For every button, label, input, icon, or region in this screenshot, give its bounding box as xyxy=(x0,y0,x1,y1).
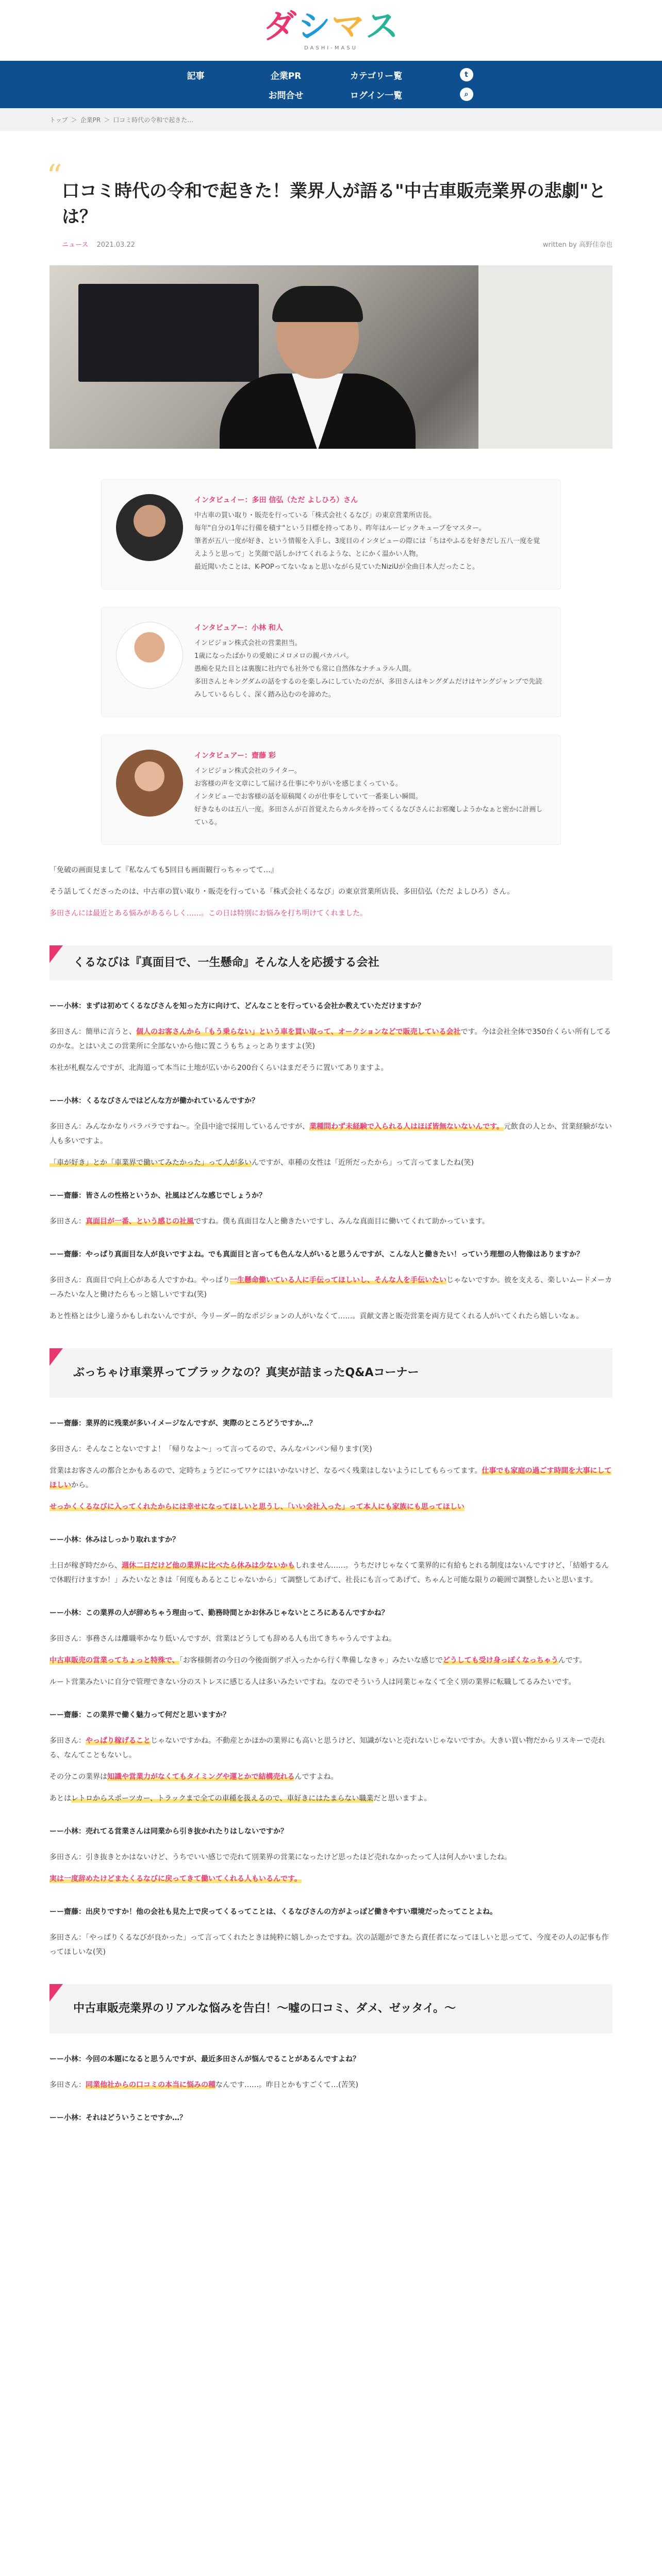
question: ーー齋藤：業界的に残業が多いイメージなんですが、実際のところどうですか…？ xyxy=(49,1419,317,1428)
answer: 営業はお客さんの都合とかもあるので、定時ちょうどにってワケにはいかないけど、なるべく残業はしないようにしてもらってます。仕事でも家庭の過ごす時間を大事にしてほしいから。 xyxy=(49,1467,612,1489)
logo-char-1: ダ xyxy=(263,7,296,46)
breadcrumb xyxy=(0,108,662,131)
profile-card xyxy=(102,607,560,717)
profile-line: 好きなものは五八一度。多田さんが百首覚えたらカルタを持ってくるなびさんにお邪魔しようかなぁと密かに計画している。 xyxy=(194,806,543,826)
article xyxy=(46,158,613,2125)
hero-tv xyxy=(78,284,259,382)
answer: 多田さん：そんなことないですよ！「帰りなよ～」って言ってるので、みんなパンパン帰ります(笑) xyxy=(49,1445,372,1453)
article-author: written by 高野佳奈也 xyxy=(542,241,613,249)
profile-name: インタビュイー：多田 信弘（ただ よしひろ）さん xyxy=(194,496,358,504)
twitter-icon[interactable]: t xyxy=(460,68,473,81)
profile-line: 毎年"自分の1年に行備を積す"という目標を持ってあり、昨年はルービックキューブをマスター。 xyxy=(194,524,486,532)
article-date: 2021.03.22 xyxy=(96,241,135,249)
answer: 多田さん：真面目が一番、という感じの社風ですね。僕も真面目な人と働きたいですし、みんな真面目に働いてくれて助かっています。 xyxy=(49,1217,489,1226)
section-heading: くるなびは『真面目で、一生懸命』そんな人を応援する会社 xyxy=(49,945,613,980)
main-nav xyxy=(0,61,662,108)
profile-line: 愚痴を見た目とは裏腹に社内でも社外でも常に自然体なナチュラル人間。 xyxy=(194,665,416,673)
section-heading: ぶっちゃけ車業界ってブラックなの？真実が詰まったQ&Aコーナー xyxy=(49,1348,613,1398)
answer: 多田さん：事務さんは離職率かなり低いんですが、営業はどうしても辞める人も出てきちゃうんですよね。 xyxy=(49,1635,396,1643)
hero-hair xyxy=(272,286,363,322)
profile-line: お客様の声を文章にして届ける仕事にやりがいを感じまくっている。 xyxy=(194,780,402,788)
answer: 多田さん：やっぱり稼げることじゃないですかね。不動産とかほかの業界にも高いと思うけど、知識がないと売れないじゃないですか。大きい買い物だからリスキーで売れる、なんてこともないし。 xyxy=(49,1737,605,1759)
answer: ルート営業みたいに自分で管理できない分のストレスに感じる人は多いみたいですね。なのでそういう人は同業じゃなくて全く別の業界に転職してるみたいです。 xyxy=(49,1678,576,1686)
answer: 中古車販売の営業ってちょっと特殊で、「お客様側者の今日の今後面倒アポ入ったから行く準備しなきゃ」みたいな感じでどうしても受け身っぽくなっちゃうんです。 xyxy=(49,1656,587,1665)
answer: 多田さん：簡単に言うと、個人のお客さんから「もう乗らない」という車を買い取って、オークションなどで販売している会社です。今は会社全体で350台くらい所有してるのかな。とはいえこの営業所に全部ないから他に置こうもちょっとありますよ(笑) xyxy=(49,1028,611,1050)
profile-card xyxy=(102,735,560,844)
intro-paragraph: 「免破の画面見まして『私なんても5回目も画面観行っちゃってて…』 xyxy=(49,866,278,874)
profile-line: インタビューでお客様の話を原稿聞くのが仕事をしていて一番楽しい瞬間。 xyxy=(194,793,422,801)
question: ーー齋藤：この業界で働く魅力って何だと思いますか？ xyxy=(49,1711,230,1719)
profiles xyxy=(102,480,560,844)
breadcrumb-company-pr[interactable]: 企業PR xyxy=(80,116,101,124)
intro-paragraph: 多田さんには最近とある悩みがあるらしく……。この日は特別にお悩みを打ち明けてくれました。 xyxy=(49,909,367,918)
answer: 土日が稼ぎ時だから、週休二日だけど他の業界に比べたら休みは少ないかもしれません……。うちだけじゃなくて業界的に有給もとれる制度はないんですけど、「結婚するんで休暇行けますか！」みたいなときは「何度もあるとこじゃないから」て調整してあげて、社長にも言ってあげて、ちゃんと可能な限りの範囲で調整したいと思います。 xyxy=(49,1562,609,1584)
site-header xyxy=(0,0,662,131)
section-heading: 中古車販売業界のリアルな悩みを告白！〜嘘の口コミ、ダメ、ゼッタイ。〜 xyxy=(49,1984,613,2033)
logo-char-3: マ xyxy=(332,7,365,46)
logo-subtitle: DASHI-MASU xyxy=(304,45,358,51)
article-meta xyxy=(62,239,613,249)
answer: その分この業界は知識や営業力がなくてもタイミングや運とかで結構売れるんですよね。 xyxy=(49,1773,338,1781)
profile-line: インビジョン株式会社のライター。 xyxy=(194,767,301,775)
answer: 多田さん：真面目で向上心がある人ですかね。やっぱり一生懸命働いている人に手伝ってほしいし、そんな人を手伝いたいじゃないですか。彼を支える、楽しいムードメーカーみたいな人と働けたらもっと嬉しいですね(笑) xyxy=(49,1276,612,1299)
question: ーー小林：今回の本題になると思うんですが、最近多田さんが悩んでることがあるんですよね？ xyxy=(49,2055,360,2063)
avatar xyxy=(116,622,183,689)
nav-company-pr[interactable]: 企業PR xyxy=(270,71,302,81)
breadcrumb-separator: ＞ xyxy=(104,116,110,124)
answer: 「車が好き」とか「車業界で働いてみたかった」って人が多いんですが、車種の女性は「近所だったから」って言ってましたね(笑) xyxy=(49,1159,474,1167)
question: ーー齋藤：やっぱり真面目な人が良いですよね。でも真面目と言っても色んな人がいると思うんですが、こんな人と働きたい！っていう理想の人物像はありますか？ xyxy=(49,1250,584,1259)
answer: せっかくくるなびに入ってくれたからには幸せになってほしいと思うし、「いい会社入った」って本人にも家族にも思ってほしい xyxy=(49,1503,465,1511)
logo-char-4: ス xyxy=(366,7,399,46)
article-body xyxy=(49,863,613,2125)
answer: 実は一度辞めたけどまたくるなびに戻ってきて働いてくれる人もいるんです。 xyxy=(49,1875,302,1883)
question: ーー小林：この業界の人が辞めちゃう理由って、勤務時間とかお休みじゃないところにあるんですかね？ xyxy=(49,1609,389,1617)
avatar xyxy=(116,750,183,817)
nav-categories[interactable]: カテゴリー覧 xyxy=(350,71,403,81)
answer: 多田さん：「やっぱりくるなびが良かった」って言ってくれたときは純粋に嬉しかったですね。次の話題ができたら責任者になってほしいと思ってて、今度その人の記事も作ってほしいな(笑) xyxy=(49,1934,609,1956)
nav-articles[interactable]: 記事 xyxy=(187,71,205,81)
question: ーー小林：くるなびさんではどんな方が働かれているんですか？ xyxy=(49,1097,259,1105)
breadcrumb-home[interactable]: トップ xyxy=(49,116,68,124)
answer: 多田さん：引き抜きとかはないけど、うちでいい感じで売れて別業界の営業になったけど思ったほど売れなかったって人は何人かいましたね。 xyxy=(49,1853,511,1861)
answer: 多田さん：みんなかなりバラバラですね～。全員中途で採用しているんですが、業種問わず未経験で入られる人はほぼ皆無ないないんです。元飲食の人とか、営業経験がない人も多いですよ。 xyxy=(49,1123,612,1145)
question: ーー小林：休みはしっかり取れますか？ xyxy=(49,1536,179,1544)
intro-paragraph: そう話してくださったのは、中古車の買い取り・販売を行っている「株式会社くるなび」の東京営業所店長、多田信弘（ただ よしひろ）さん。 xyxy=(49,888,515,896)
profile-name: インタビュアー：齋藤 彩 xyxy=(194,752,276,760)
profile-line: 1歳になったばかりの愛娘にメロメロの親バカパパ。 xyxy=(194,652,353,660)
question: ーー齋藤：皆さんの性格というか、社風はどんな感じでしょうか？ xyxy=(49,1192,266,1200)
breadcrumb-current: 口コミ時代の令和で起きた… xyxy=(113,116,194,124)
hero-window xyxy=(478,265,613,449)
breadcrumb-separator: ＞ xyxy=(71,116,77,124)
answer: あとはレトロからスポーツカー、トラックまで全ての車種を扱えるので、車好きにはたまらない職業だと思いますよ。 xyxy=(49,1794,432,1803)
nav-login[interactable]: ログイン一覧 xyxy=(350,90,403,101)
hero-image xyxy=(49,265,613,449)
search-icon[interactable]: ⌕ xyxy=(460,88,473,101)
answer: 本社が札幌なんですが、北海道って本当に土地が広いから200台くらいはまだそうに置いてありますよ。 xyxy=(49,1064,388,1072)
answer: 多田さん：同業他社からの口コミの本当に悩みの種なんです……。昨日とかもすごくて…(苦笑) xyxy=(49,2081,358,2089)
question: ーー小林：売れてる営業さんは同業から引き抜かれたりはしないですか？ xyxy=(49,1827,288,1836)
profile-line: インビジョン株式会社の営業担当。 xyxy=(194,639,302,647)
profile-name: インタビュアー：小林 和人 xyxy=(194,624,283,632)
logo-char-2: シ xyxy=(297,7,330,46)
quote-mark-icon: “ xyxy=(46,158,62,194)
site-logo[interactable] xyxy=(263,7,399,46)
profile-card xyxy=(102,480,560,589)
question: ーー小林：まずは初めてくるなびさんを知った方に向けて、どんなことを行っている会社か教えていただけますか？ xyxy=(49,1002,425,1010)
question: ーー齋藤：出戻りですか！他の会社も見た上で戻ってくるってことは、くるなびさんの方がよっぽど働きやすい環境だったってことよね。 xyxy=(49,1908,497,1916)
profile-line: 最近聞いたことは、K-POPってないなぁと思いながら見ていたNiziUが全曲日本人だったこと。 xyxy=(194,563,479,571)
question: ーー小林：それはどういうことですか…？ xyxy=(49,2114,187,2122)
nav-contact[interactable]: お問合せ xyxy=(268,90,304,101)
profile-line: 筆者が五八一度が好き、という情報を入手し、3度目のインタビューの際には「ちはやふるを好きだし五八一度を覚えようと思って」と笑顔で話しかけてくれるような、とにかく温かい人物。 xyxy=(194,537,540,558)
avatar xyxy=(116,494,183,561)
article-category[interactable]: ニュース xyxy=(62,241,89,249)
logo-area xyxy=(0,0,662,61)
article-title: 口コミ時代の令和で起きた！業界人が語る"中古車販売業界の悲劇"とは？ xyxy=(62,181,606,227)
profile-line: 多田さんとキングダムの話をするのを楽しみにしていたのだが、多田さんはキングダムだけはヤングジャンプで先読みしているらしく、深く踏み込むのを諦めた。 xyxy=(194,678,542,699)
title-box xyxy=(46,158,613,249)
profile-line: 中古車の買い取り・販売を行っている「株式会社くるなび」の東京営業所店長。 xyxy=(194,512,436,519)
answer: あと性格とは少し違うかもしれないんですが、今リーダー的なポジションの人がいなくて……。貢献文書と販売営業を両方見てくれる人がいてくれたら嬉しいなぁ。 xyxy=(49,1312,584,1320)
